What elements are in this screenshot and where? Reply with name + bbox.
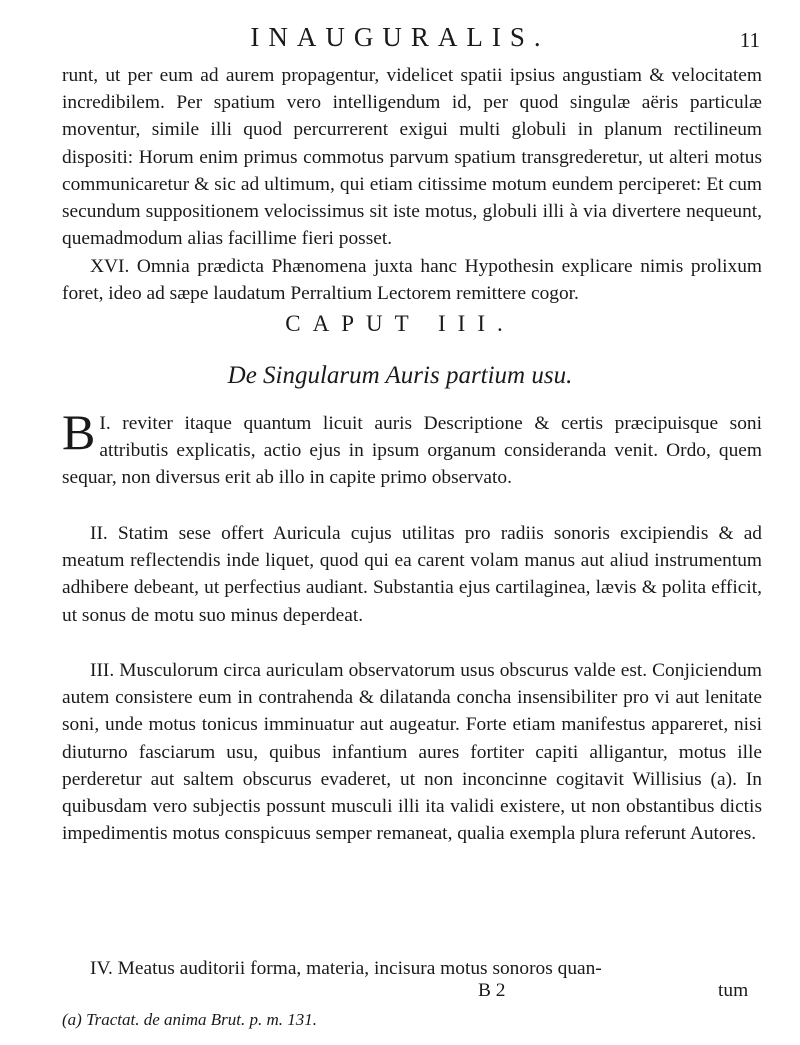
paragraph-iv-text: IV. Meatus auditorii forma, materia, incisura motus sonoros quan-: [90, 958, 602, 979]
paragraph-ii: [62, 520, 762, 629]
paragraph-i-number: I.: [99, 413, 111, 434]
paragraph-iii: [62, 657, 762, 847]
page-number: 11: [739, 28, 760, 52]
footnote: (a) Tractat. de anima Brut. p. m. 131.: [62, 1010, 317, 1029]
paragraph-i: [62, 404, 762, 492]
running-head: INAUGURALIS.: [250, 22, 550, 52]
chapter-subtitle: De Singularum Auris partium usu.: [227, 362, 573, 389]
paragraph-i-body: reviter itaque quantum licuit auris Descriptione & certis præcipuisque soni attributis explicatis, actio ejus in ipsum organum consideranda venit. Ordo, quem sequar, non diversus erit ab illo in capite primo observato.: [62, 413, 762, 489]
paragraph-i-text: [62, 404, 762, 492]
catchword: tum: [718, 980, 749, 1001]
continued-paragraph: [62, 62, 762, 252]
paragraph-ii-text: II. Statim sese offert Auricula cujus utilitas pro radiis sonoris excipiendis & ad meatum reflectendis inde liquet, quod qui ea carent volam manus aut aliud instrumentum adhibere debeant, ut perfectius audiant. Substantia ejus cartilaginea, lævis & polita efficit, ut sonus de motu suo minus deperdeat.: [62, 523, 762, 626]
paragraph-xvi: [62, 253, 762, 307]
continued-paragraph-text: runt, ut per eum ad aurem propagentur, videlicet spatii ipsius angustiam & velocitatem incredibilem. Per spatium vero intelligendum id, per quod singulæ aëris particulæ moventur, simile illi quod percurrerent exigui multi globuli in planum rectilineum dispositi: Horum enim primus commotus parvum spatium transgrederetur, ut alteri motus communicaretur & sic ad ultimum, qui etiam citissime motum eundem perciperet: Et cum secundum suppositionem velocissimus sit iste motus, globuli illi à via divertere nequeunt, quemadmodum alias facillime fieri posset.: [62, 65, 762, 250]
paragraph-iv: [62, 955, 762, 982]
paragraph-xvi-text: XVI. Omnia prædicta Phænomena juxta hanc Hypothesin explicare nimis prolixum foret, ideo ad sæpe laudatum Perraltium Lectorem remittere cogor.: [62, 256, 762, 305]
paragraph-iii-text: III. Musculorum circa auriculam observatorum usus obscurus valde est. Conjiciendum autem consistere eum in contrahenda & dilatanda concha insensibiliter pro vi aut lenitate soni, unde motus tonicus imminuatur aut augeatur. Forte etiam manifestus appareret, nisi diuturno fasciarum usu, quibus infantium aures fortiter capiti alligantur, motus ille perderetur aut saltem obscurus evaderet, ut non inconcinne cogitavit Willisius (a). In quibusdam vero subjectis possunt musculi illi ita validi existere, ut non obstantibus dictis impedimentis motus conspicuus semper remaneat, qualia exempla plura referunt Autores.: [62, 660, 762, 845]
drop-cap: B: [62, 404, 96, 460]
signature-mark: B 2: [478, 980, 506, 1001]
chapter-title: CAPUT III.: [285, 311, 515, 336]
